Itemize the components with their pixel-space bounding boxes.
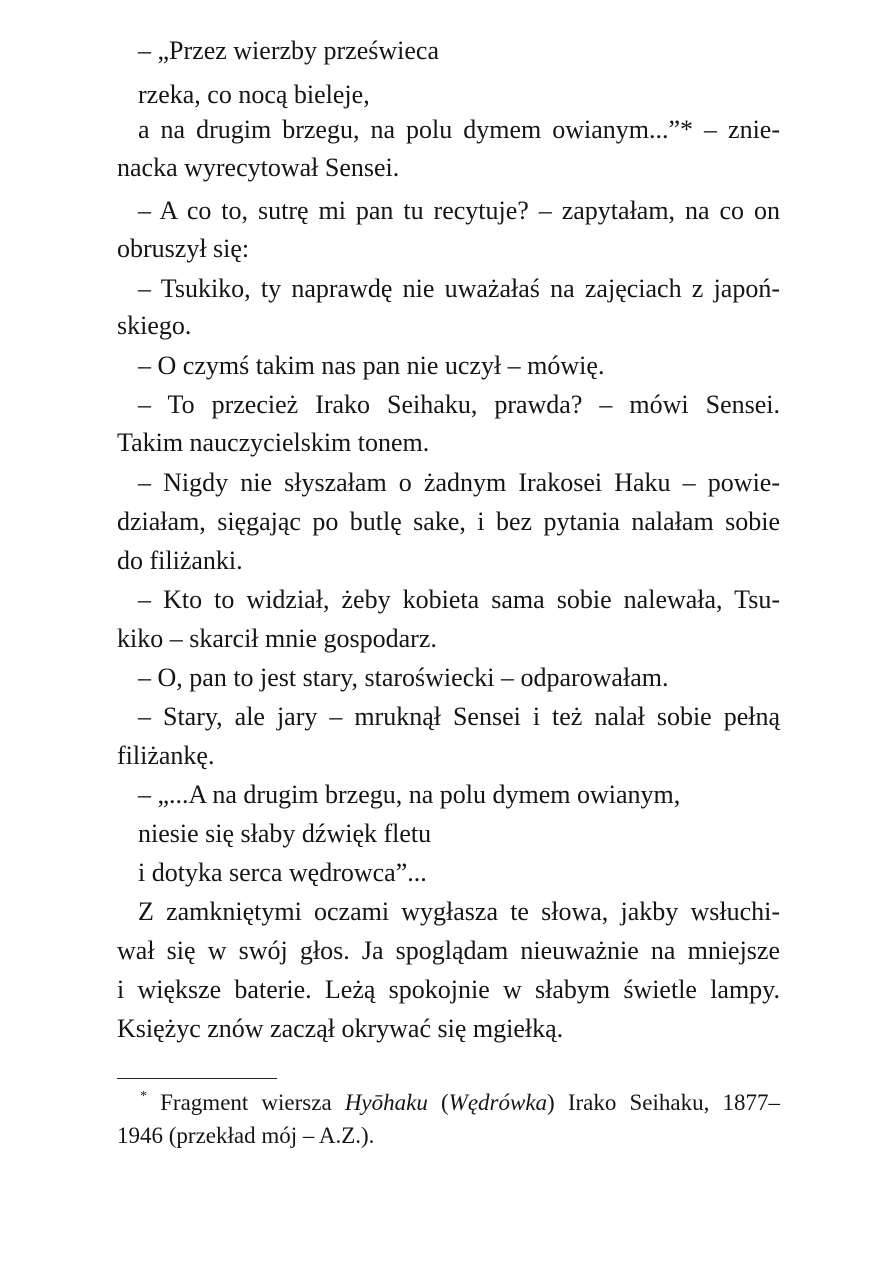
text-line: Z zamkniętymi oczami wygłasza te słowa, jakby wsłuchi- [138, 897, 780, 926]
text-line: skiego. [117, 311, 192, 340]
text-line: – O czymś takim nas pan nie uczył – mówię. [138, 351, 605, 380]
text-line: do filiżanki. [117, 546, 243, 575]
footnote-marker: * [140, 1089, 147, 1104]
footnote-title-translation: Wędrówka [448, 1090, 548, 1115]
footnote-line: 1946 (przekład mój – A.Z.). [117, 1123, 375, 1148]
text-line: – „Przez wierzby prześwieca [138, 36, 439, 65]
footnote [140, 1091, 780, 1114]
footnote-text: ( [427, 1090, 449, 1115]
text-line: – Nigdy nie słyszałam o żadnym Irakosei Haku – powie- [138, 468, 780, 497]
footnote-title-original: Hyōhaku [344, 1090, 428, 1115]
text-line: wał się w swój głos. Ja spoglądam nieuważnie na mniejsze [117, 936, 780, 965]
text-line: kiko – skarcił mnie gospodarz. [117, 624, 437, 653]
text-line: rzeka, co nocą bieleje, [138, 80, 370, 109]
text-line: a na drugim brzegu, na polu dymem owianym...”* – znie- [138, 115, 780, 144]
text-line: – Tsukiko, ty naprawdę nie uważałaś na zajęciach z japoń- [138, 274, 780, 303]
text-line: – O, pan to jest stary, staroświecki – odparowałam. [138, 663, 669, 692]
text-line: Takim nauczycielskim tonem. [117, 428, 430, 457]
text-line: Księżyc znów zaczął okrywać się mgiełką. [117, 1014, 564, 1043]
text-line: i większe baterie. Leżą spokojnie w słabym świetle lampy. [117, 975, 780, 1004]
text-line: – To przecież Irako Seihaku, prawda? – mówi Sensei. [138, 390, 780, 419]
text-line: filiżankę. [117, 741, 215, 770]
text-line: obruszył się: [117, 234, 250, 263]
footnote-divider [117, 1078, 277, 1079]
footnote-text: ) Irako Seihaku, 1877– [547, 1090, 780, 1115]
footnote-text: Fragment wiersza [160, 1090, 345, 1115]
text-line: działam, sięgając po butlę sake, i bez pytania nalałam sobie [117, 507, 780, 536]
text-line: nacka wyrecytował Sensei. [117, 153, 400, 182]
text-line: niesie się słaby dźwięk fletu [138, 819, 432, 848]
text-line: – A co to, sutrę mi pan tu recytuje? – zapytałam, na co on [138, 196, 780, 225]
text-line: i dotyka serca wędrowca”... [138, 858, 427, 887]
text-line: – „...A na drugim brzegu, na polu dymem owianym, [138, 780, 681, 809]
text-line: – Kto to widział, żeby kobieta sama sobie nalewała, Tsu- [138, 585, 780, 614]
text-line: – Stary, ale jary – mruknął Sensei i też nalał sobie pełną [138, 702, 780, 731]
